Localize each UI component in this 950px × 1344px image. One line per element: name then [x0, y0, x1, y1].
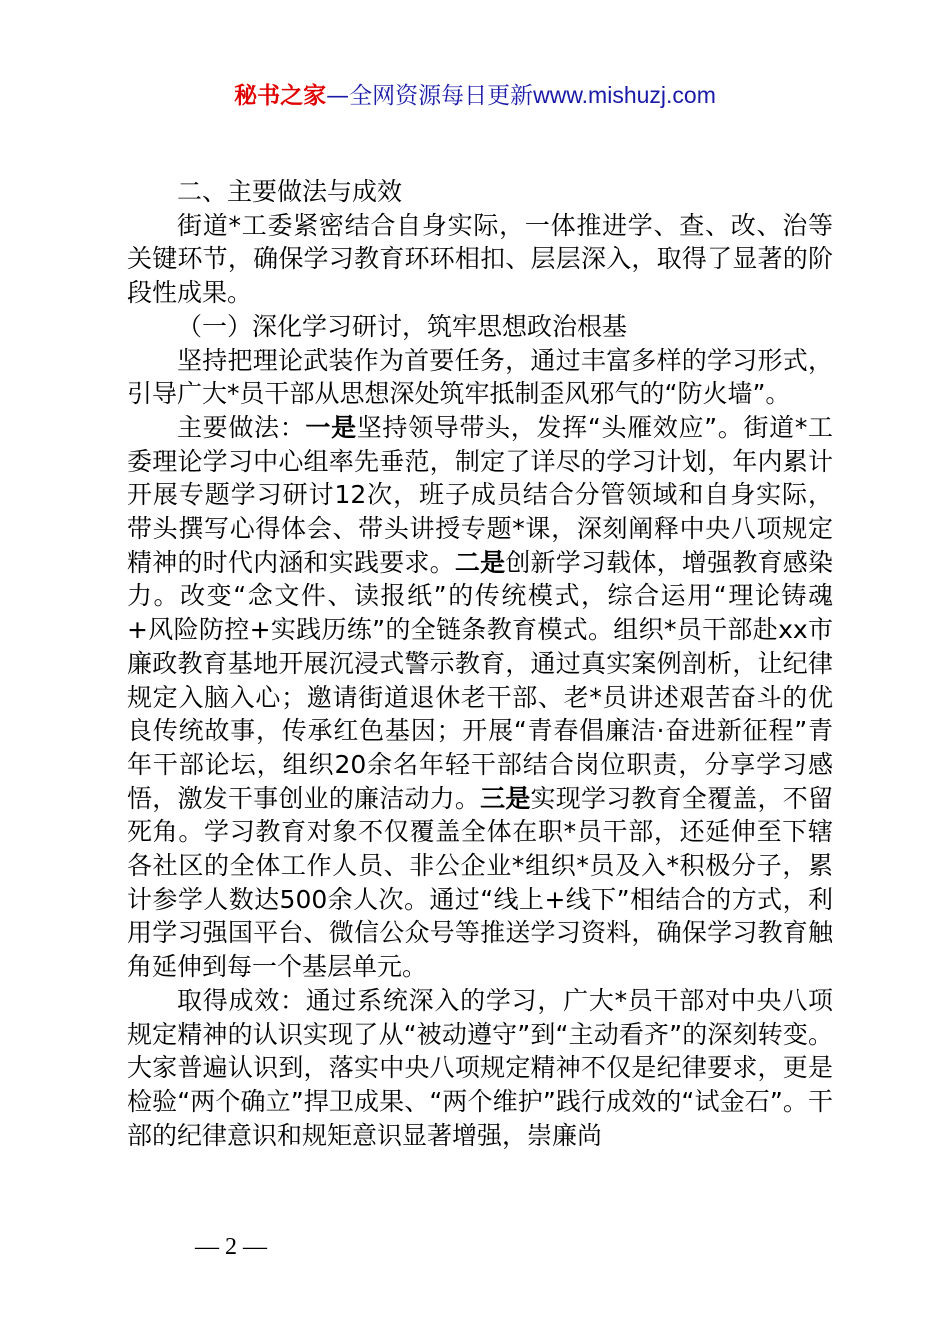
- point-1-text: 坚持领导带头，发挥“头雁效应”。街道*工委理论学习中心组率先垂范，制定了详尽的学习计划，年内累计开展专题学习研讨12次，班子成员结合分管领域和自身实际，带头撰写心得体会、带头讲授专题*课，深刻阐释中央八项规定精神的时代内涵和实践要求。: [127, 412, 833, 577]
- point-2-text: 创新学习载体，增强教育感染力。改变“念文件、读报纸”的传统模式，综合运用“理论铸魂+风险防控+实践历练”的全链条教育模式。组织*员干部赴xx市廉政教育基地开展沉浸式警示教育，通过真实案例剖析，让纪律规定入脑入心；邀请街道退休老干部、老*员讲述艰苦奋斗的优良传统故事，传承红色基因；开展“青春倡廉洁·奋进新征程”青年干部论坛，组织20余名年轻干部结合岗位职责，分享学习感悟，激发干事创业的廉洁动力。: [127, 547, 833, 813]
- paragraph-practices: [127, 411, 833, 984]
- paragraph-1: 坚持把理论武装作为首要任务，通过丰富多样的学习形式，引导广大*员干部从思想深处筑牢抵制歪风邪气的“防火墙”。: [127, 345, 833, 409]
- paragraph-results: 取得成效：通过系统深入的学习，广大*员干部对中央八项规定精神的认识实现了从“被动遵守”到“主动看齐”的深刻转变。大家普遍认识到，落实中央八项规定精神不仅是纪律要求，更是检验“两个确立”捍卫成果、“两个维护”践行成效的“试金石”。干部的纪律意识和规矩意识显著增强，崇廉尚: [127, 985, 833, 1150]
- point-3-text: 实现学习教育全覆盖，不留死角。学习教育对象不仅覆盖全体在职*员干部，还延伸至下辖各社区的全体工作人员、非公企业*组织*员及入*积极分子，累计参学人数达500余人次。通过“线上+线下”相结合的方式，利用学习强国平台、微信公众号等推送学习资料，确保学习教育触角延伸到每一个基层单元。: [127, 783, 833, 982]
- page-number: — 2 —: [195, 1234, 267, 1260]
- point-3-marker: 三是: [480, 783, 531, 813]
- brand-name: 秘书之家: [234, 83, 327, 109]
- intro-paragraph: 街道*工委紧密结合自身实际，一体推进学、查、改、治等关键环节，确保学习教育环环相扣、层层深入，取得了显著的阶段性成果。: [127, 210, 833, 308]
- practices-lead: 主要做法：: [177, 412, 306, 442]
- point-2-marker: 二是: [454, 547, 506, 577]
- header-tagline: —全网资源每日更新: [326, 83, 534, 109]
- point-1-marker: 一是: [305, 412, 357, 442]
- site-header: [0, 78, 950, 113]
- document-body: [127, 175, 833, 1152]
- subheading: （一）深化学习研讨，筑牢思想政治根基: [177, 311, 628, 341]
- site-url[interactable]: www.mishuzj.com: [533, 82, 716, 108]
- section-heading: 二、主要做法与成效: [177, 177, 403, 206]
